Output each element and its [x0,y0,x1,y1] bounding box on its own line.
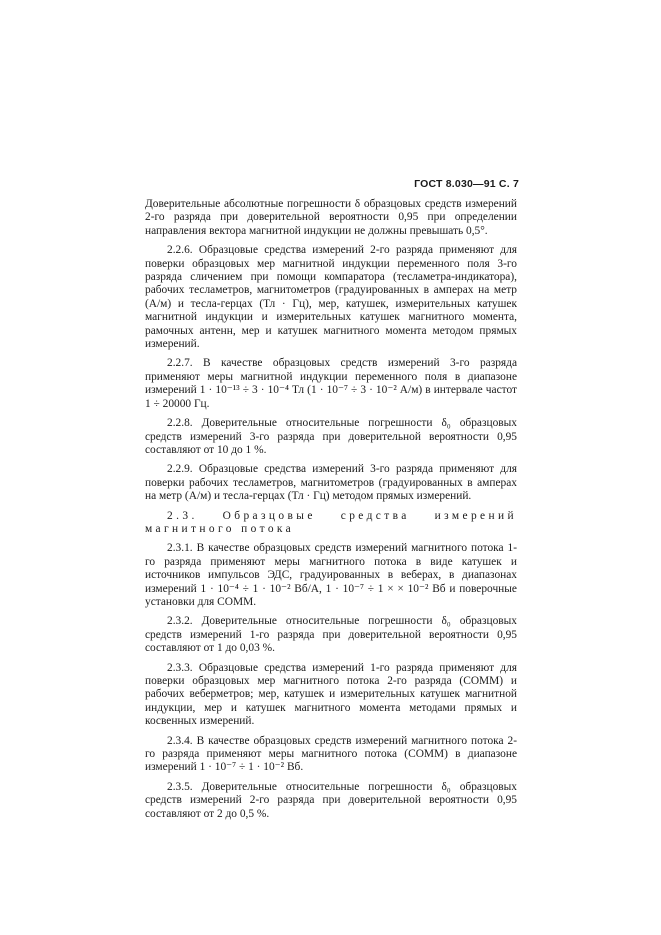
paragraph-2-2-7: 2.2.7. В качестве образцовых средств измерений 3-го разряда применяют меры магнитной индукции переменного поля в диапазоне измерений 1 · 10⁻¹³ ÷ 3 · 10⁻⁴ Тл (1 · 10⁻⁷ ÷ 3 · 10⁻² А/м) в интервале частот 1 ÷ 20000 Гц. [145,357,517,410]
paragraph-intro: Доверительные абсолютные погрешности δ образцовых средств измерений 2-го разряда при доверительной вероятности 0,95 при определении направления вектора магнитной индукции не должны превышать 0,5°. [145,198,517,237]
paragraph-2-3-5: 2.3.5. Доверительные относительные погрешности δ₀ образцовых средств измерений 2-го разряда при доверительной вероятности 0,95 составляют от 2 до 0,5 %. [145,780,517,820]
document-body [145,198,517,827]
paragraph-2-2-9: 2.2.9. Образцовые средства измерений 3-го разряда применяют для поверки рабочих тесламетров, магнитометров (градуированных в амперах на метр (А/м) и тесла-герцах (Тл · Гц) методом прямых измерений. [145,463,517,503]
paragraph-2-3-3: 2.3.3. Образцовые средства измерений 1-го разряда применяют для поверки образцовых мер магнитного потока 2-го разряда (СОММ) и рабочих веберметров; мер, катушек и измерительных катушек магнитной индукции, мер и катушек магнитного момента методами прямых и косвенных измерений. [145,661,517,728]
paragraph-2-3-2: 2.3.2. Доверительные относительные погрешности δ₀ образцовых средств измерений 1-го разряда при доверительной вероятности 0,95 составляют от 1 до 0,03 %. [145,615,517,655]
section-heading-2-3-text: 2.3. Образцовые средства измерений магнитного потока [145,509,517,535]
paragraph-2-2-6: 2.2.6. Образцовые средства измерений 2-го разряда применяют для поверки образцовых мер магнитной индукции переменного поля 3-го разряда сличением при помощи компаратора (тесламетра-индикатора), рабочих тесламетров, магнитометров (градуированных в амперах на метр (А/м) и тесла-герцах (Тл · Гц), мер, катушек, измерительных катушек магнитной индукции и измерительных катушек магнитного момента, рамочных антенн, мер и катушек магнитного момента методом прямых измерений. [145,244,517,351]
paragraph-2-2-8: 2.2.8. Доверительные относительные погрешности δ₀ образцовых средств измерений 3-го разряда при доверительной вероятности 0,95 составляют от 10 до 1 %. [145,417,517,456]
page-header-doc-ref: ГОСТ 8.030—91 С. 7 [414,178,519,190]
paragraph-2-3-1: 2.3.1. В качестве образцовых средств измерений магнитного потока 1-го разряда применяют меры магнитного потока в виде катушек и источников импульсов ЭДС, градуированных в веберах, в диапазонах измерений 1 · 10⁻⁴ ÷ 1 · 10⁻² Вб/А, 1 · 10⁻⁷ ÷ 1 × × 10⁻² Вб и поверочные установки для СОММ. [145,542,517,608]
section-heading-2-3 [145,510,517,537]
paragraph-2-3-4: 2.3.4. В качестве образцовых средств измерений магнитного потока 2-го разряда применяют меры магнитного потока (СОММ) в диапазоне измерений 1 · 10⁻⁷ ÷ 1 · 10⁻² Вб. [145,734,517,774]
